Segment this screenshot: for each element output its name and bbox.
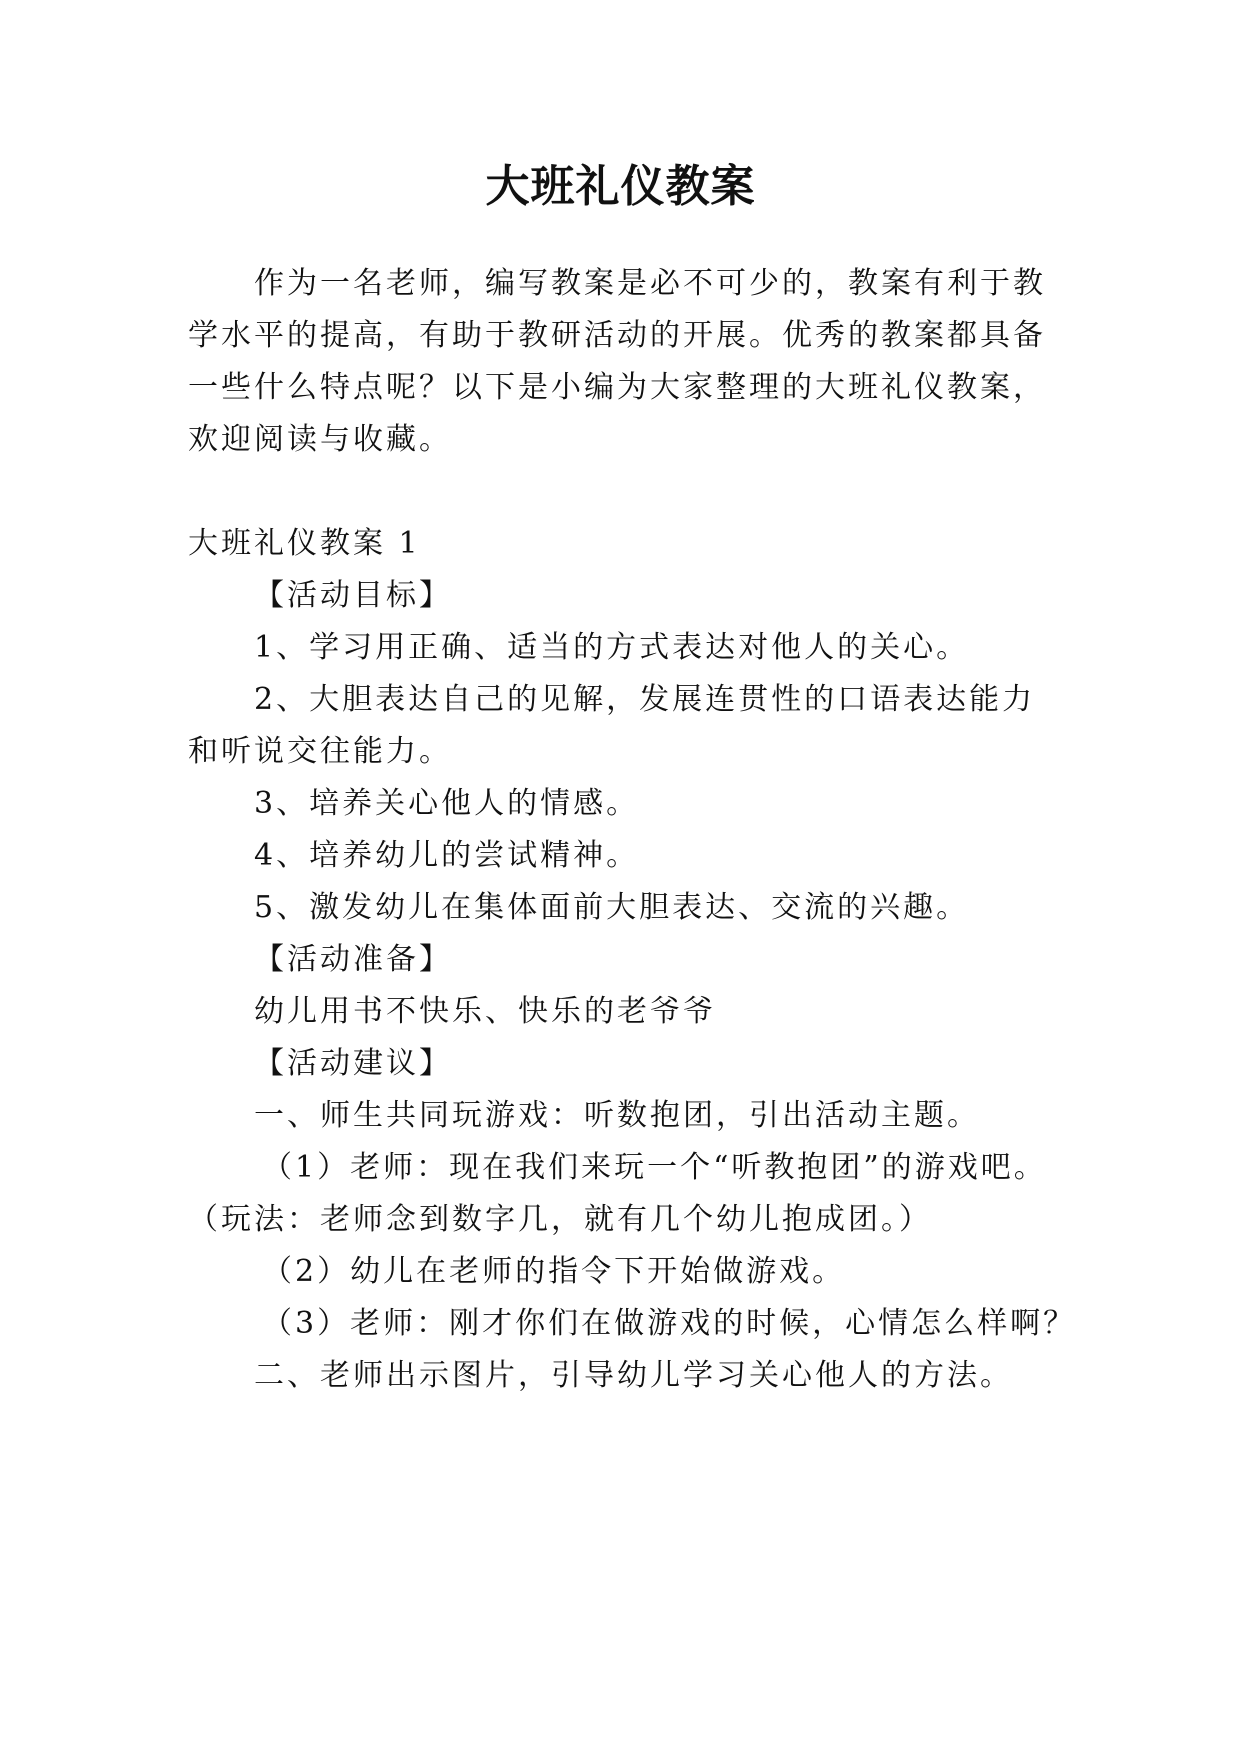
suggest-item-1: 一、师生共同玩游戏：听数抱团，引出活动主题。 (254, 1098, 980, 1133)
prep-heading: 【活动准备】 (254, 942, 452, 977)
goal-item-3: 3、培养关心他人的情感。 (254, 786, 640, 821)
goal-item-2: 2、大胆表达自己的见解，发展连贯性的口语表达能力 (254, 682, 1036, 717)
goal-item-2-continued: 和听说交往能力。 (188, 734, 452, 769)
section-heading: 大班礼仪教案 1 (188, 526, 421, 561)
intro-line-3: 一些什么特点呢？以下是小编为大家整理的大班礼仪教案， (188, 370, 1046, 405)
goal-item-1: 1、学习用正确、适当的方式表达对他人的关心。 (254, 630, 970, 665)
goals-heading: 【活动目标】 (254, 578, 452, 613)
goal-item-5: 5、激发幼儿在集体面前大胆表达、交流的兴趣。 (254, 890, 970, 925)
prep-text: 幼儿用书不快乐、快乐的老爷爷 (254, 994, 716, 1029)
suggest-item-6: 二、老师出示图片，引导幼儿学习关心他人的方法。 (254, 1358, 1013, 1393)
intro-line-4: 欢迎阅读与收藏。 (188, 422, 452, 457)
suggest-item-3: （玩法：老师念到数字几，就有几个幼儿抱成团。） (188, 1202, 932, 1237)
suggest-item-5: （3）老师：刚才你们在做游戏的时候，心情怎么样啊？ (262, 1306, 1077, 1341)
intro-line-2: 学水平的提高，有助于教研活动的开展。优秀的教案都具备 (188, 318, 1046, 353)
intro-line-1: 作为一名老师，编写教案是必不可少的，教案有利于教 (254, 266, 1046, 301)
goal-item-4: 4、培养幼儿的尝试精神。 (254, 838, 640, 873)
suggest-heading: 【活动建议】 (254, 1046, 452, 1081)
document-title: 大班礼仪教案 (485, 161, 756, 212)
suggest-item-2: （1）老师：现在我们来玩一个“听教抱团”的游戏吧。 (262, 1150, 1047, 1185)
suggest-item-4: （2）幼儿在老师的指令下开始做游戏。 (262, 1254, 846, 1289)
